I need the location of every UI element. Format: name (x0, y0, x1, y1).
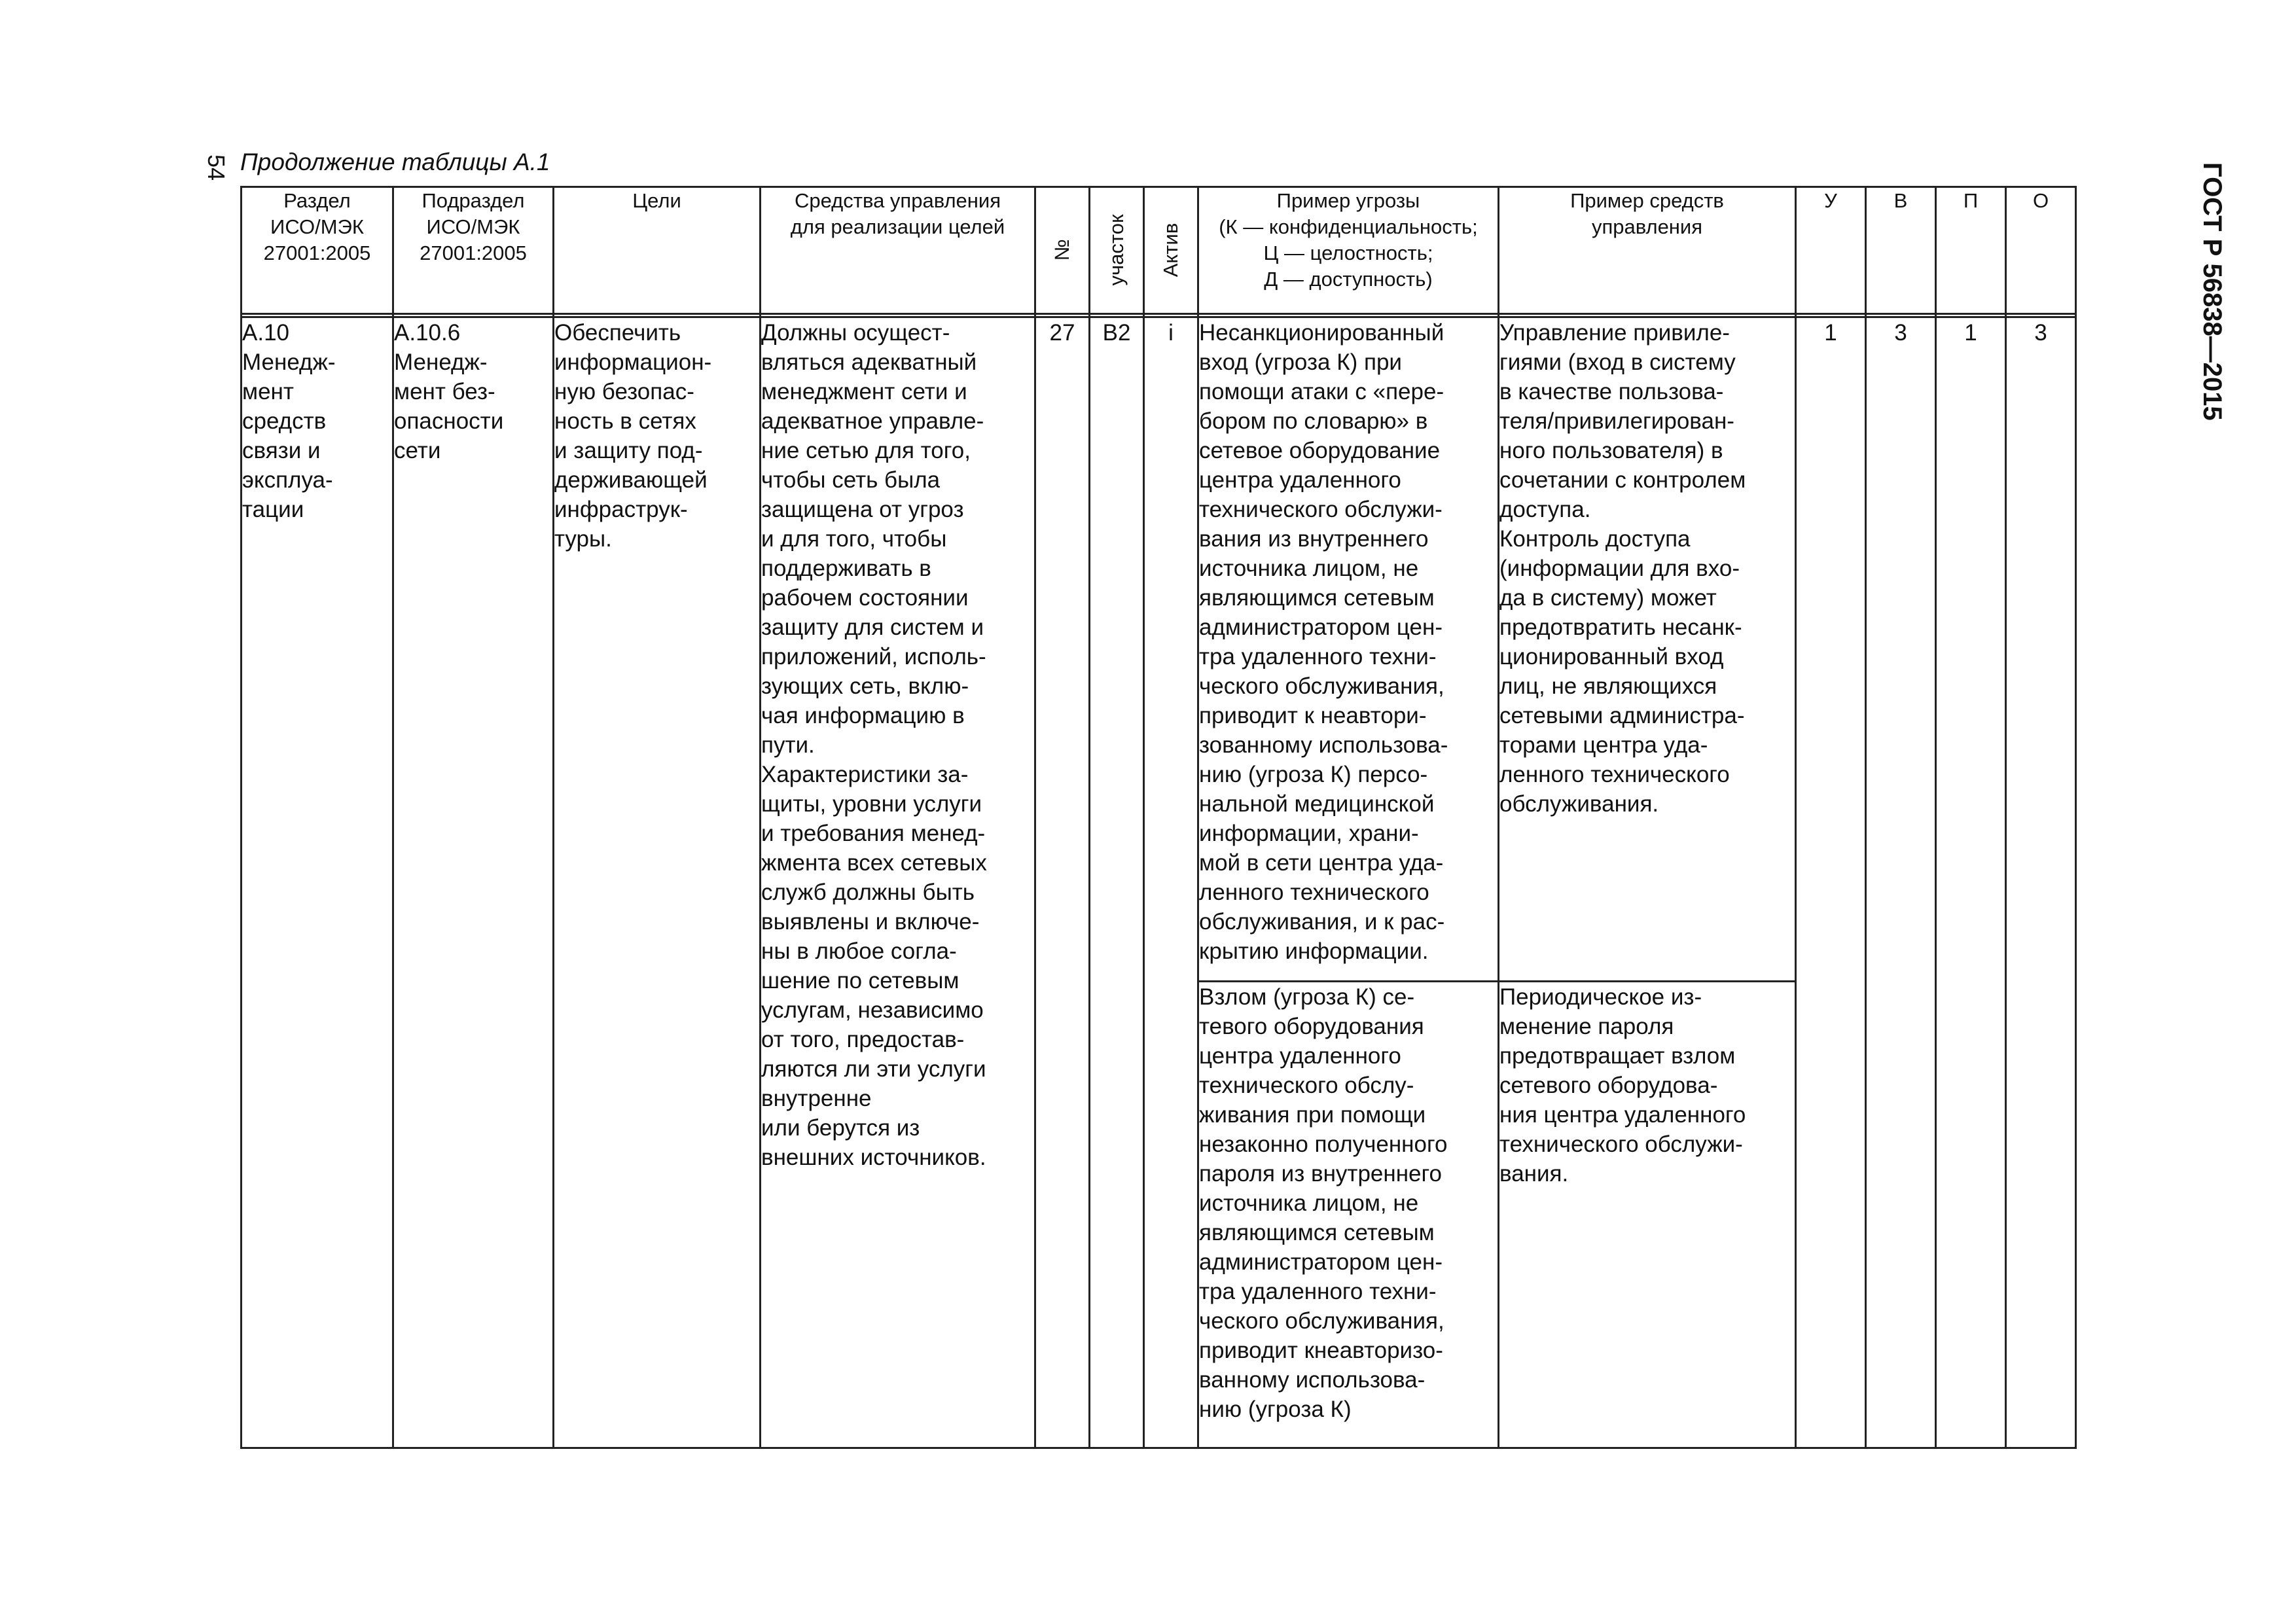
standard-code: ГОСТ Р 56838—2015 (2198, 162, 2227, 421)
header-goals: Цели (554, 187, 761, 314)
header-row (242, 187, 2076, 314)
header-u: У (1796, 187, 1866, 314)
page-number: 54 (203, 154, 230, 181)
header-area: участок (1090, 187, 1144, 314)
cell-asset: i (1144, 317, 1198, 1448)
cell-area: В2 (1090, 317, 1144, 1448)
controls-table (240, 186, 2077, 1449)
cell-v: 3 (1866, 317, 1936, 1448)
header-section: Раздел ИСО/МЭК 27001:2005 (242, 187, 393, 314)
cell-number: 27 (1035, 317, 1090, 1448)
cell-o: 3 (2006, 317, 2076, 1448)
header-number: № (1035, 187, 1090, 314)
header-p: П (1936, 187, 2006, 314)
header-asset: Актив (1144, 187, 1198, 314)
table-caption: Продолжение таблицы А.1 (240, 149, 550, 175)
cell-threat-2: Взлом (угроза К) се- тевого оборудования центра удаленного технического обслу- живания при помощи незаконно полученного пароля из внутреннего источника лицом, не являющимся сетевым администратором цен- тра удаленного техни- ческого обслуживания, приводит кнеавторизо- ванному использова- нию (угроза К) (1198, 981, 1499, 1448)
header-controls: Средства управления для реализации целей (761, 187, 1035, 314)
cell-p: 1 (1936, 317, 2006, 1448)
header-threat-example: Пример угрозы (К — конфиденциальность; Ц — целостность; Д — доступность) (1198, 187, 1499, 314)
table-row (242, 317, 2076, 981)
cell-control-1: Управление привиле- гиями (вход в систему в качестве пользова- теля/привилегирован- ного пользователя) в сочетании с контролем доступа. Контроль доступа (информации для вхо- да в систему) может предотвратить несанк- ционированный вход лиц, не являющихся сетевыми администра- торами центра уда- ленного технического обслуживания. (1499, 317, 1796, 981)
header-v: В (1866, 187, 1936, 314)
cell-control-2: Периодическое из- менение пароля предотвращает взлом сетевого оборудова- ния центра удаленного технического обслужи- вания. (1499, 981, 1796, 1448)
cell-controls: Должны осущест- вляться адекватный менеджмент сети и адекватное управле- ние сетью для того, чтобы сеть была защищена от угроз и для того, чтобы поддерживать в рабочем состоянии защиту для систем и приложений, исполь- зующих сеть, вклю- чая информацию в пути. Характеристики за- щиты, уровни услуги и требования менед- жмента всех сетевых служб должны быть выявлены и включе- ны в любое согла- шение по сетевым услугам, независимо от того, предостав- ляются ли эти услуги внутренне или берутся из внешних источников. (761, 317, 1035, 1448)
header-o: О (2006, 187, 2076, 314)
cell-section: А.10 Менедж- мент средств связи и эксплуа- тации (242, 317, 393, 1448)
cell-goals: Обеспечить информацион- ную безопас- ность в сетях и защиту под- держивающей инфраструк- туры. (554, 317, 761, 1448)
header-control-example: Пример средств управления (1499, 187, 1796, 314)
header-subsection: Подраздел ИСО/МЭК 27001:2005 (393, 187, 554, 314)
cell-u: 1 (1796, 317, 1866, 1448)
cell-threat-1: Несанкционированный вход (угроза К) при помощи атаки с «пере- бором по словарю» в сетевое оборудование центра удаленного технического обслужи- вания из внутреннего источника лицом, не являющимся сетевым администратором цен- тра удаленного техни- ческого обслуживания, приводит к неавтори- зованному использова- нию (угроза К) персо- нальной медицинской информации, храни- мой в сети центра уда- ленного технического обслуживания, и к рас- крытию информации. (1198, 317, 1499, 981)
cell-subsection: А.10.6 Менедж- мент без- опасности сети (393, 317, 554, 1448)
